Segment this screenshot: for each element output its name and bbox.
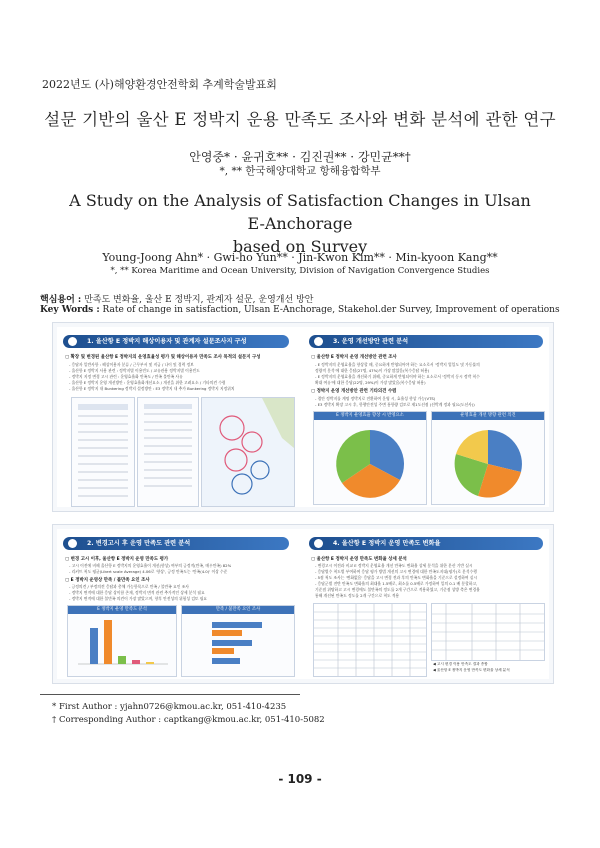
stats-table xyxy=(314,604,426,676)
bar-figure-1 xyxy=(67,605,177,677)
section4-note1: ◀ 고시 변경 이용 만족도 결과 종합 xyxy=(433,662,488,666)
bar xyxy=(212,640,252,646)
section2-line: - 리커트 척도 평균(Likert scale Average) 4.06로 '향상', 긍정 만족도는 '만족(4.0)' 이상 수준 xyxy=(69,569,228,574)
section2-line: - 정박지 면적에 대한 응답 상이함 존재, 정박지 면적 관련 추가적인 상세 분석 필요 xyxy=(69,590,205,595)
pie-figure-2-caption: 운영효율 개선 방향 관련 의견 xyxy=(432,412,544,420)
section4-banner xyxy=(309,537,543,550)
survey-sheet-lines-2 xyxy=(138,398,198,506)
page-number: - 109 - xyxy=(278,772,322,786)
conference-header: 2022년도 (사)해양환경안전학회 추계학술발표회 xyxy=(42,78,277,91)
section4-line: - 응답별수 척도별 부여하여 응답 평가 방법 개선의 고시 변경에 대한 만족도지대(평가)로 분석수행 xyxy=(315,569,477,574)
section1-line: - 울산항 E 정박지 사용 관련 : 정박지별 이용빈도 / 교유관용 정박지별 이용빈도 xyxy=(69,368,200,373)
section2-heading: ▢ 변경 고시 이후, 울산항 E 정박지 운영 만족도 평가 xyxy=(65,557,169,562)
section3-line: 확대 여유'에 대한 응답(22명, 29%)이 가장 많았음(복수응답 허용) xyxy=(315,380,426,385)
section2-line: - 긍정의견 / 부정의견 응답과 총체 가능항목으로 만족 / 불만족 요인 조사 xyxy=(69,584,189,589)
section1-line: - 울산항 E 정박지 내 Bunkering 정박지 설정방안 : E3 정박지 내 추가 Bunkering 정박지 지정위치 xyxy=(69,386,235,391)
section3-banner xyxy=(309,335,543,348)
footnote-first-author: * First Author : yjahn0726@kmou.ac.kr, 051-410-4235 xyxy=(52,702,287,712)
section3-line: - E 정박지의 운영효율을 향상할 때, 중요하게 반영되어야 하는 요소로서 '정박지 업입도 및 가동률의 xyxy=(315,362,480,367)
section4-line: 기준점 위탑하고 고시 변경에도 불만족의 정도를 2개 구간으로 적용하였고, 기준점 상방 측은 변경율 xyxy=(315,587,480,592)
bar xyxy=(132,660,140,664)
anchorage-map-image xyxy=(201,397,295,507)
bar xyxy=(212,658,240,664)
footnote-divider xyxy=(40,694,300,695)
stats-table-image xyxy=(313,603,427,677)
bar-figure-1-caption: E 정박지 운영 만족도 분석 xyxy=(68,606,176,614)
section4-line: - 응답군별 전반 만족도 변화율의 최대율 1.5배로, 최소를 0.5배로 가정하여 일의 0.1 배 분할하고, xyxy=(315,581,478,586)
section4-line: 통해 개선된 만족도 정도를 2개 구간으로 척도 적용 xyxy=(315,593,400,598)
title-english-line1: A Study on the Analysis of Satisfaction Changes in Ulsan E-Anchorage xyxy=(69,191,531,233)
authors-korean: 안영중* · 윤귀호** · 김진권** · 강민균**† xyxy=(189,150,411,164)
section2-banner xyxy=(63,537,289,550)
bar xyxy=(118,656,126,664)
section4-line: - 변경고시 이전과 비교 E 정박지 운영효율 개선 만족도 변화율 상세 분석을 위한 분산 기반 실시 xyxy=(315,563,473,568)
section4-heading: ▢ 울산항 E 정박지 운영 만족도 변화율 상세 분석 xyxy=(311,557,407,562)
change-rate-table xyxy=(432,604,544,660)
bar-figure-2 xyxy=(181,605,295,677)
affiliation-english: *, ** Korea Maritime and Ocean University, Division of Navigation Convergence Studies xyxy=(110,266,490,276)
poster-top xyxy=(52,322,554,512)
bar xyxy=(212,622,262,628)
keywords-korean-label: 핵심용어 : xyxy=(40,295,82,305)
bar-figure-2-caption: 만족 / 불만족 요인 조사 xyxy=(182,606,294,614)
authors-english: Young-Joong Ahn* · Gwi-ho Yun** · Jin-Kwon Kim** · Min-kyoon Kang** xyxy=(102,251,498,264)
bar xyxy=(212,648,234,654)
keywords-english xyxy=(40,305,560,315)
section2-line: - 고시 이전에 비해 울산항 E 정박지의 운영효율이 개선(향상) 여부의 긍정적(만족, 매우만족) 82% xyxy=(69,563,232,568)
bar xyxy=(104,620,112,664)
bar xyxy=(146,662,154,664)
keywords-english-text: Rate of change in satisfaction, Ulsan E-Anchorage, Stakehol.der Survey, Improvement of operations xyxy=(102,305,560,315)
section4-line: - 5점 척도 조사는 '변화없음' 응답을 고시 변경 전과 후의 만족도 변화율을 기준으로 설정하여 실시 xyxy=(315,575,478,580)
pie-figure-1 xyxy=(313,411,427,505)
pie-figure-2 xyxy=(431,411,545,505)
bar xyxy=(212,630,242,636)
title-english-line2: based on Survey xyxy=(232,237,368,256)
section3-title: 3. 운영 개선방안 관련 분석 xyxy=(333,338,409,345)
section4-title: 4. 울산항 E 정박지 운영 만족도 변화율 xyxy=(333,540,441,547)
affiliation-korean: *, ** 한국해양대학교 항해융합학부 xyxy=(219,165,381,177)
section1-banner xyxy=(63,335,289,348)
survey-sheet-image xyxy=(71,397,135,507)
section1-title: 1. 울산항 E 정박지 해상이용자 및 관계자 설문조사지 구성 xyxy=(87,338,247,345)
section4-note2: ◀ 울산항 E 정박지 운영 만족도 변화율 상세 분석 xyxy=(433,668,510,672)
change-rate-table-image xyxy=(431,603,545,661)
section1-line: - 정박지 지정 변경 고시 관련 : 운영효율화 만족도 / 만족 불만족 사유 xyxy=(69,374,183,379)
section1-line: - 울산항 E 정박지 운영 개선방안 : 운영효율화개선요소 / 개선을 위한 고려요소 / 기타의견 수렴 xyxy=(69,380,226,385)
bar-chart-1 xyxy=(68,614,176,676)
section1-line: - 응답자 일반사항 : 해상이용자 분류 / 근무부서 및 직급 / 나이 및 경력 정보 xyxy=(69,362,194,367)
section3-line: 정량적 분석'에 대한 응답(27명, 47%)이 가장 많았음(복수응답 허용) xyxy=(315,368,430,373)
survey-sheet-image-2 xyxy=(137,397,199,507)
section2-line: - 정박지 면적에 대한 불만족 의견이 가장 많았으며, 향후 안전성의 위험성 검토 필요 xyxy=(69,596,208,601)
section3-heading: ▢ 울산항 E 정박지 운영 개선방안 관련 조사 xyxy=(311,355,397,360)
keywords-english-label: Key Words : xyxy=(40,305,100,315)
survey-sheet-lines xyxy=(72,398,134,506)
pie-figure-1-caption: E 정박지 운영효율 향상 시 반영요소 xyxy=(314,412,426,420)
title-english xyxy=(60,189,540,258)
title-korean: 설문 기반의 울산 E 정박지 운용 만족도 조사와 변화 분석에 관한 연구 xyxy=(44,110,556,129)
bar-chart-2 xyxy=(182,614,294,676)
pie-chart-2 xyxy=(432,420,544,504)
keywords-korean-text: 만족도 변화율, 울산 E 정박지, 관계자 설문, 운영개선 방안 xyxy=(84,295,314,305)
section3-heading-2: ▢ 정박지 운영 개선방안 관련 기타의견 수렴 xyxy=(311,389,397,394)
section3-line: - 접안 정박지를 계명 정박지로 전환하여 운영 시, 효율성 향상 가능(VTS) xyxy=(315,396,436,401)
section1-heading: ▢ 확장 및 변경된 울산항 E 정박지의 운영효율성 평가 및 해상이용자 만족도 조사 목적의 설문지 구성 xyxy=(65,355,261,360)
footnote-corresponding-author: † Corresponding Author : captkang@kmou.ac.kr, 051-410-5082 xyxy=(52,715,325,725)
section2-title: 2. 변경고시 후 운영 만족도 관련 분석 xyxy=(87,540,191,547)
anchorage-map xyxy=(202,398,294,506)
section2-heading-2: ▢ E 정박지 운영상 만족 / 불만족 요인 조사 xyxy=(65,578,150,583)
pie-chart-1 xyxy=(314,420,426,504)
section3-line: - E 정박지의 운영효율을 개선하기 위해, 중요하게 반영되어야 하는 요소로서 '정박지 동시 정박 척수 xyxy=(315,374,480,379)
poster-bottom xyxy=(52,524,554,684)
section3-line: - E3 정박지 확장 고시 후, 항행안전성 주변 통항량 검토로 제1도선점 (선박계 정과 필요(도선사)) xyxy=(315,402,475,407)
bar xyxy=(90,628,98,664)
keywords-korean xyxy=(40,292,313,305)
